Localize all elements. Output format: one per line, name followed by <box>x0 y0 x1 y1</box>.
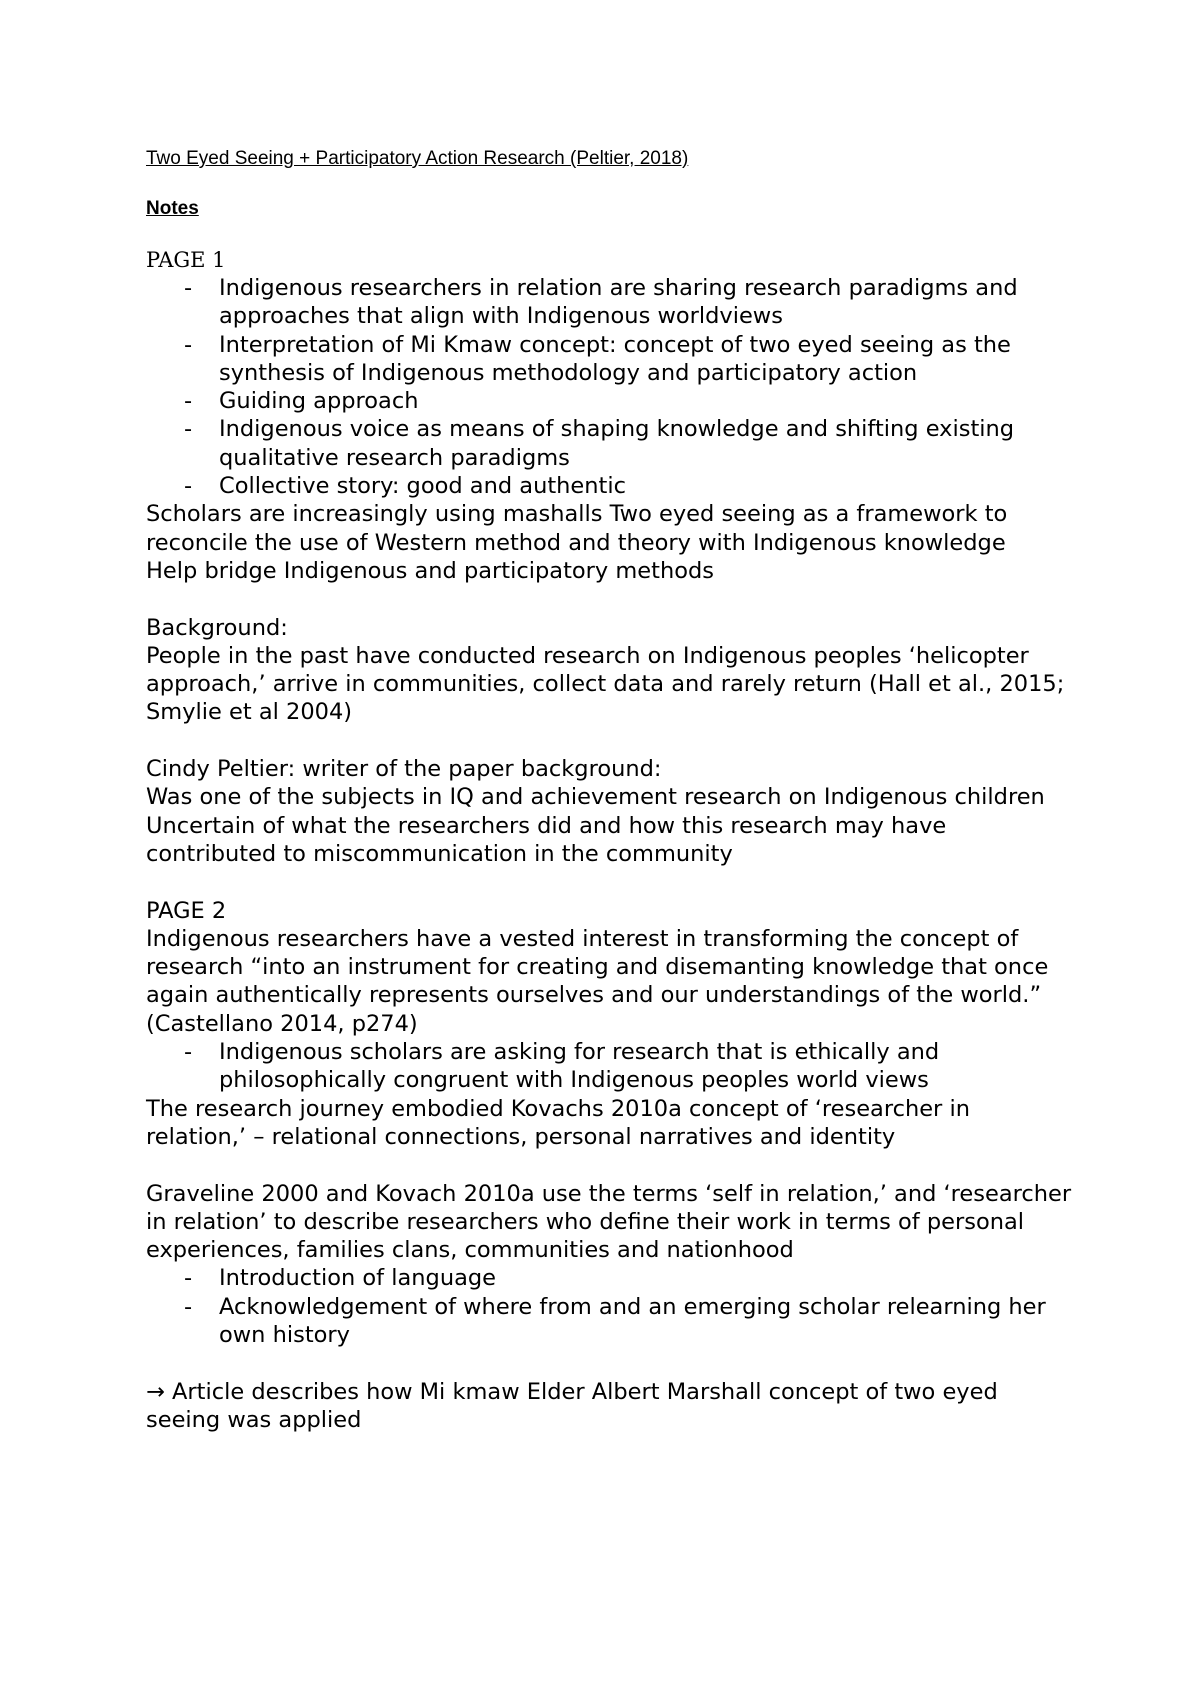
bullet-text: Acknowledgement of where from and an emerging scholar relearning her own history <box>219 1293 1046 1348</box>
bullet-text: Collective story: good and authentic <box>219 473 626 500</box>
background-paragraph: People in the past have conducted research on Indigenous peoples ‘helicopter approach,’ arrive in communities, collect data and rarely return (Hall et al., 2015; Smylie et al 2004) <box>146 642 1065 726</box>
bullet-text: Introduction of language <box>219 1265 496 1292</box>
dash-bullet: - <box>184 1039 193 1066</box>
writer-paragraph-2: Uncertain of what the researchers did and how this research may have contributed to miscommunication in the community <box>146 812 947 867</box>
bullet-text: Interpretation of Mi Kmaw concept: concept of two eyed seeing as the synthesis of Indigenous methodology and participatory action <box>219 331 1011 386</box>
dash-bullet: - <box>184 473 193 500</box>
document-content <box>146 146 1076 1434</box>
page-1-label: PAGE 1 <box>146 248 226 272</box>
conclusion-paragraph <box>146 1378 1076 1435</box>
bullet-text: Indigenous scholars are asking for research that is ethically and philosophically congruent with Indigenous peoples world views <box>219 1039 940 1094</box>
spacer <box>146 1151 1076 1179</box>
dash-bullet: - <box>184 416 193 443</box>
arrow-right-icon: → <box>146 1378 165 1405</box>
dash-bullet: - <box>184 275 193 301</box>
conclusion-text: Article describes how Mi kmaw Elder Albert Marshall concept of two eyed seeing was applied <box>146 1378 998 1433</box>
writer-heading: Cindy Peltier: writer of the paper background: <box>146 756 662 783</box>
list-item <box>146 1038 1076 1095</box>
list-item <box>146 1293 1076 1350</box>
bullet-text: Indigenous voice as means of shaping knowledge and shifting existing qualitative research paradigms <box>219 416 1015 471</box>
dash-bullet: - <box>184 1265 193 1292</box>
document-title: Two Eyed Seeing + Participatory Action Research (Peltier, 2018) <box>146 148 689 169</box>
spacer <box>146 727 1076 755</box>
page-1-bullet-list <box>146 274 1076 500</box>
list-item <box>146 387 1076 415</box>
list-item <box>146 415 1076 472</box>
dash-bullet: - <box>184 331 193 358</box>
spacer <box>146 1349 1076 1377</box>
spacer <box>146 868 1076 896</box>
dash-bullet: - <box>184 1293 193 1320</box>
page-2-bullet-list-2 <box>146 1264 1076 1349</box>
list-item <box>146 1264 1076 1292</box>
dash-bullet: - <box>184 388 193 415</box>
page-2-bullet-list <box>146 1038 1076 1095</box>
page-2-label: PAGE 2 <box>146 897 227 924</box>
bullet-text: Guiding approach <box>219 388 419 415</box>
background-heading: Background: <box>146 614 288 641</box>
spacer <box>146 585 1076 613</box>
writer-paragraph-1: Was one of the subjects in IQ and achievement research on Indigenous children <box>146 784 1045 811</box>
scholars-paragraph: Scholars are increasingly using mashalls Two eyed seeing as a framework to reconcile the use of Western method and theory with Indigenous knowledge <box>146 501 1008 556</box>
graveline-paragraph: Graveline 2000 and Kovach 2010a use the terms ‘self in relation,’ and ‘researcher in relation’ to describe researchers who define their work in terms of personal experiences, families clans, communities and nationhood <box>146 1180 1072 1264</box>
list-item <box>146 472 1076 500</box>
page-2-intro-paragraph: Indigenous researchers have a vested interest in transforming the concept of research “into an instrument for creating and disemanting knowledge that once again authentically represents ourselves and our understandings of the world.” (Castellano 2014, p274) <box>146 925 1049 1037</box>
list-item <box>146 274 1076 331</box>
notes-heading: Notes <box>146 198 199 219</box>
research-journey-paragraph: The research journey embodied Kovachs 2010a concept of ‘researcher in relation,’ – relational connections, personal narratives and identity <box>146 1095 970 1150</box>
list-item <box>146 331 1076 388</box>
bridge-paragraph: Help bridge Indigenous and participatory methods <box>146 557 714 584</box>
bullet-text: Indigenous researchers in relation are sharing research paradigms and approaches that align with Indigenous worldviews <box>219 275 1018 330</box>
